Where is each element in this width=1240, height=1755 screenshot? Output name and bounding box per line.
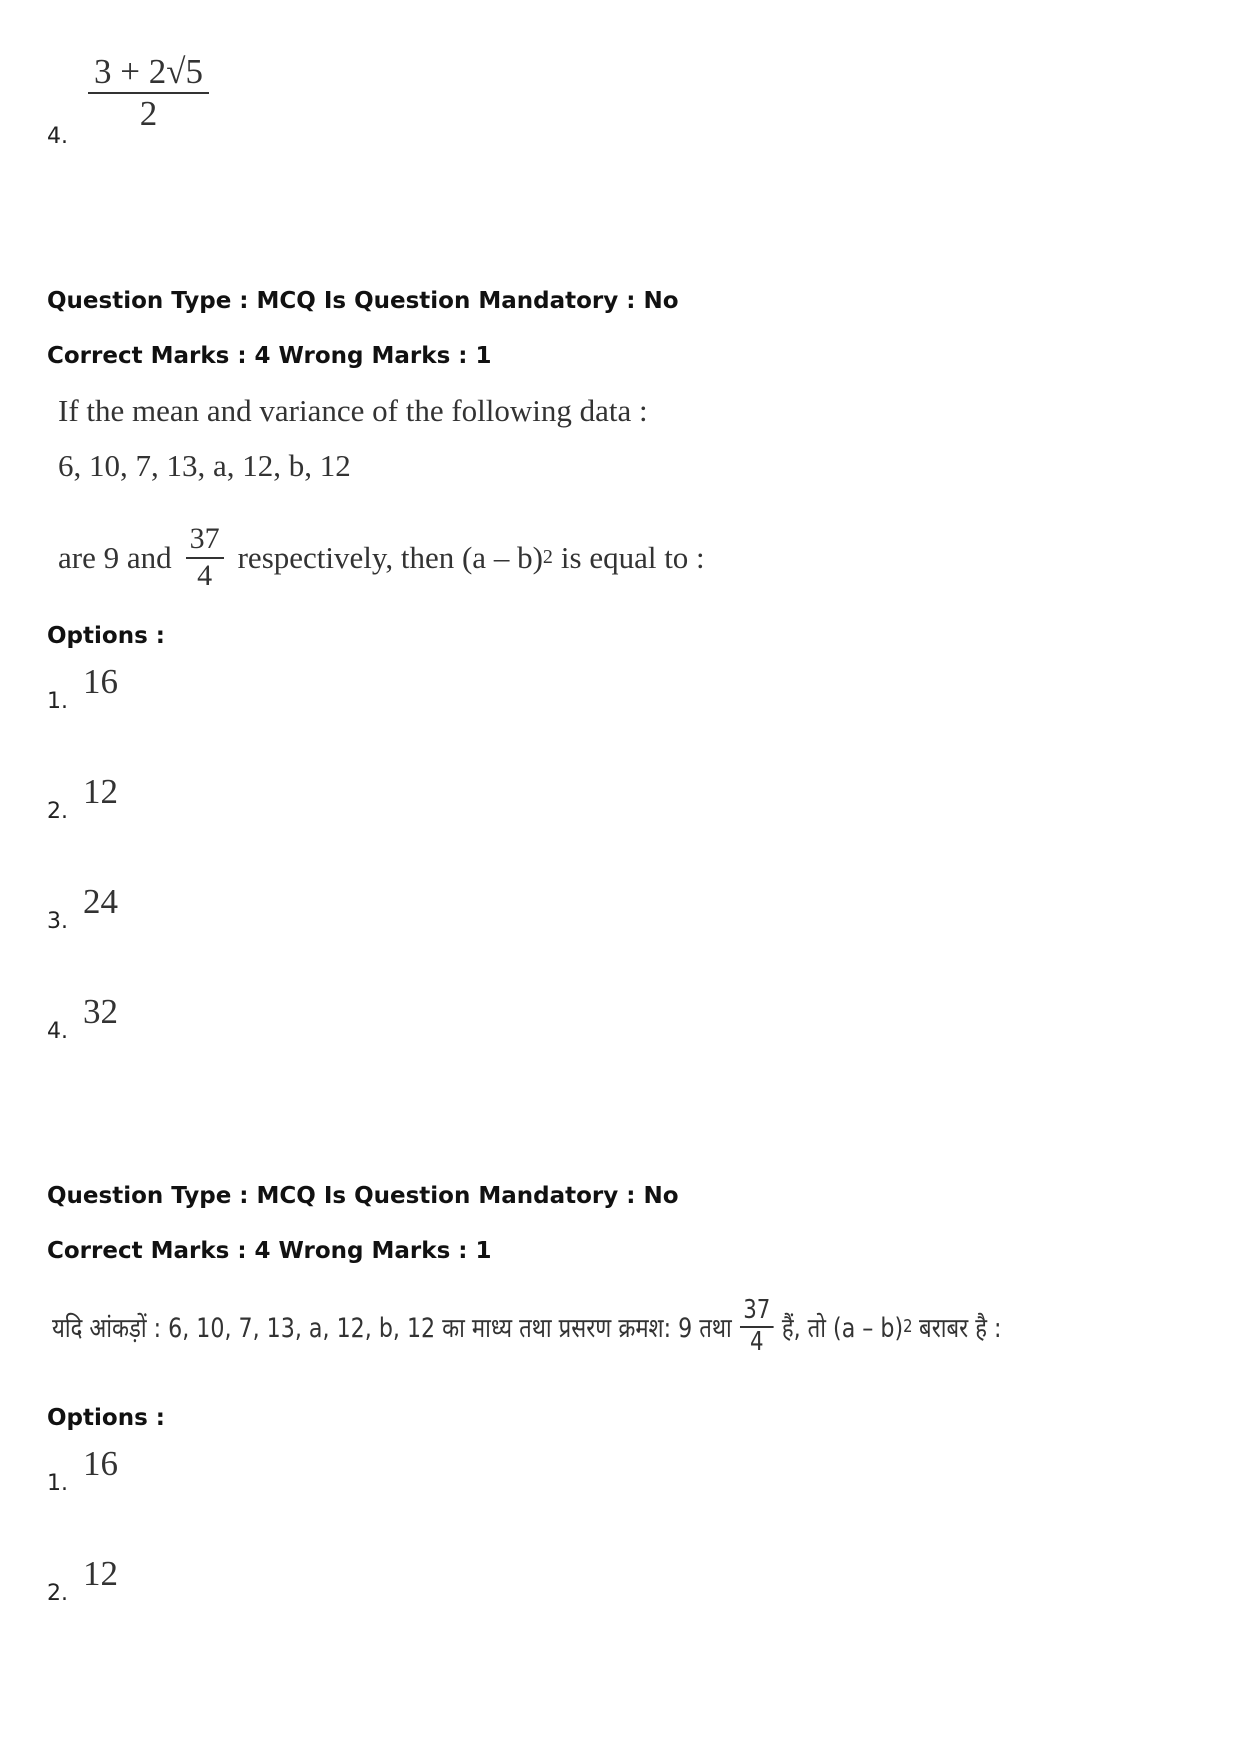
q2-text-pre: यदि आंकड़ों : 6, 10, 7, 13, a, 12, b, 12 का माध्य तथा प्रसरण क्रमश: 9 तथा <box>52 1313 732 1345</box>
q1-options-label: Options : <box>47 623 165 649</box>
q1-question-line2: 6, 10, 7, 13, a, 12, b, 12 <box>58 448 351 483</box>
q2-fraction-numerator: 37 <box>740 1296 774 1328</box>
q1-type-line: Question Type : MCQ Is Question Mandatory : No <box>47 288 679 314</box>
q2-superscript: 2 <box>903 1316 913 1338</box>
q2-option-1-value: 16 <box>83 1444 118 1483</box>
q1-question-line3 <box>58 522 705 593</box>
q1-fraction <box>186 522 224 593</box>
q1-option-1-value: 16 <box>83 662 118 701</box>
q1-superscript: 2 <box>542 546 553 568</box>
q1-option-2-value: 12 <box>83 772 118 811</box>
q1-fraction-numerator: 37 <box>186 522 224 559</box>
q2-marks-line: Correct Marks : 4 Wrong Marks : 1 <box>47 1238 492 1264</box>
q1-option-3-value: 24 <box>83 882 118 921</box>
prev-option-fraction <box>88 52 209 135</box>
q1-marks-line: Correct Marks : 4 Wrong Marks : 1 <box>47 343 492 369</box>
q2-fraction <box>740 1296 774 1358</box>
q2-option-2-number: 2. <box>47 1581 68 1606</box>
q2-option-1-number: 1. <box>47 1471 68 1496</box>
q1-fraction-denominator: 4 <box>197 558 213 592</box>
q1-option-2-number: 2. <box>47 799 68 824</box>
q2-question-text <box>52 1296 1001 1358</box>
q1-line3-post: respectively, then (a – b) <box>237 539 543 575</box>
q1-question-line1: If the mean and variance of the following data : <box>58 393 648 428</box>
q2-fraction-denominator: 4 <box>749 1326 764 1357</box>
q2-type-line: Question Type : MCQ Is Question Mandatory : No <box>47 1183 679 1209</box>
prev-option-number: 4. <box>47 124 68 149</box>
prev-option-denominator: 2 <box>139 94 158 134</box>
prev-option-numerator: 3 + 2√5 <box>88 52 209 94</box>
q1-option-3-number: 3. <box>47 909 68 934</box>
q1-option-1-number: 1. <box>47 689 68 714</box>
q2-text-post: हैं, तो (a – b) <box>781 1313 904 1345</box>
q2-options-label: Options : <box>47 1405 165 1431</box>
q1-option-4-value: 32 <box>83 992 118 1031</box>
q2-text-end: बराबर है : <box>919 1313 1002 1345</box>
q1-line3-end: is equal to : <box>560 539 705 575</box>
q2-option-2-value: 12 <box>83 1554 118 1593</box>
q1-line3-pre: are 9 and <box>58 539 172 575</box>
q1-option-4-number: 4. <box>47 1019 68 1044</box>
